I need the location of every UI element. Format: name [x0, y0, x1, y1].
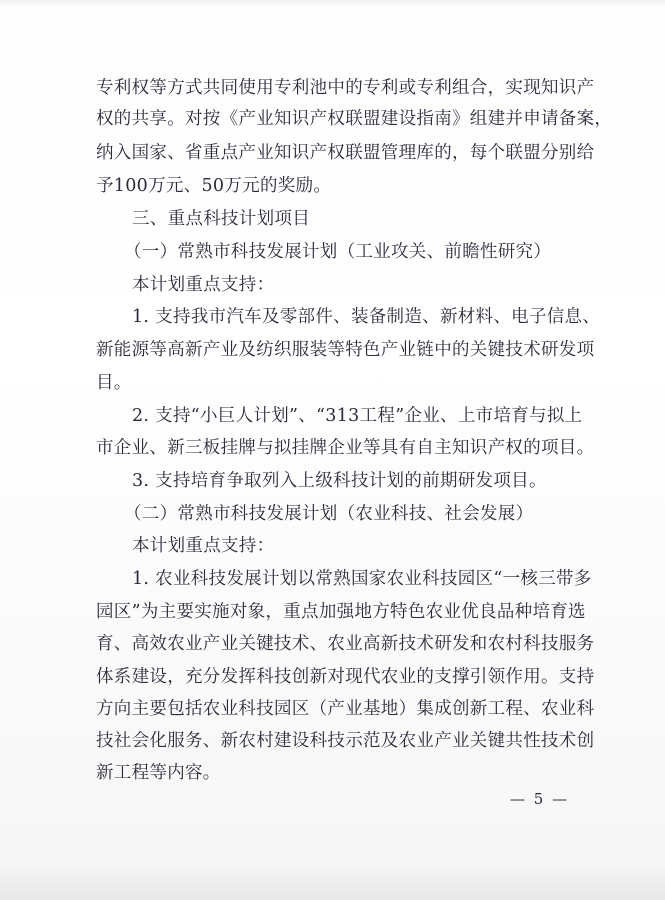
subsection-heading-2: （二）常熟市科技发展计划（农业科技、社会发展） — [124, 504, 534, 524]
body-line-15: 本计划重点支持： — [132, 536, 275, 556]
body-line-2: 权的共享。对按《产业知识产权联盟建设指南》组建并申请备案， — [96, 109, 613, 129]
list-item-2-line-2: 市企业、新三板挂牌与拟挂牌企业等具有自主知识产权的项目。 — [96, 438, 595, 458]
page-number: — 5 — — [510, 790, 570, 808]
list-item-4-line-4: 体系建设，充分发挥科技创新对现代农业的支撑引领作用。支持 — [96, 667, 595, 687]
body-line-1: 专利权等方式共同使用专利池中的专利或专利组合，实现知识产 — [96, 78, 595, 98]
scan-shadow-bottom — [0, 860, 665, 900]
list-item-4-line-7: 新工程等内容。 — [96, 763, 221, 783]
list-item-3: 3. 支持培育争取列入上级科技计划的前期研发项目。 — [132, 471, 547, 491]
body-line-7: 本计划重点支持： — [132, 275, 275, 295]
body-line-4: 予100万元、50万元的奖励。 — [96, 176, 332, 196]
list-item-1-line-3: 目。 — [96, 373, 132, 393]
list-item-4-line-2: 园区”为主要实施对象，重点加强地方特色农业优良品种培育选 — [96, 602, 586, 622]
scan-shadow-top — [0, 0, 665, 6]
list-item-2-line-1: 2. 支持“小巨人计划”、“313工程”企业、上市培育与拟上 — [132, 406, 583, 426]
list-item-4-line-1: 1. 农业科技发展计划以常熟国家农业科技园区“一核三带多 — [132, 569, 592, 589]
list-item-4-line-6: 技社会化服务、新农村建设科技示范及农业产业关键共性技术创 — [96, 731, 595, 751]
list-item-1-line-2: 新能源等高新产业及纺织服装等特色产业链中的关键技术研发项 — [96, 340, 595, 360]
list-item-4-line-3: 育、高效农业产业关键技术、农业高新技术研发和农村科技服务 — [96, 634, 595, 654]
section-heading: 三、重点科技计划项目 — [132, 209, 310, 229]
list-item-1-line-1: 1. 支持我市汽车及零部件、装备制造、新材料、电子信息、 — [132, 307, 601, 327]
list-item-4-line-5: 方向主要包括农业科技园区（产业基地）集成创新工程、农业科 — [96, 699, 595, 719]
body-line-3: 纳入国家、省重点产业知识产权联盟管理库的，每个联盟分别给 — [96, 143, 595, 163]
subsection-heading-1: （一）常熟市科技发展计划（工业攻关、前瞻性研究） — [124, 242, 552, 262]
